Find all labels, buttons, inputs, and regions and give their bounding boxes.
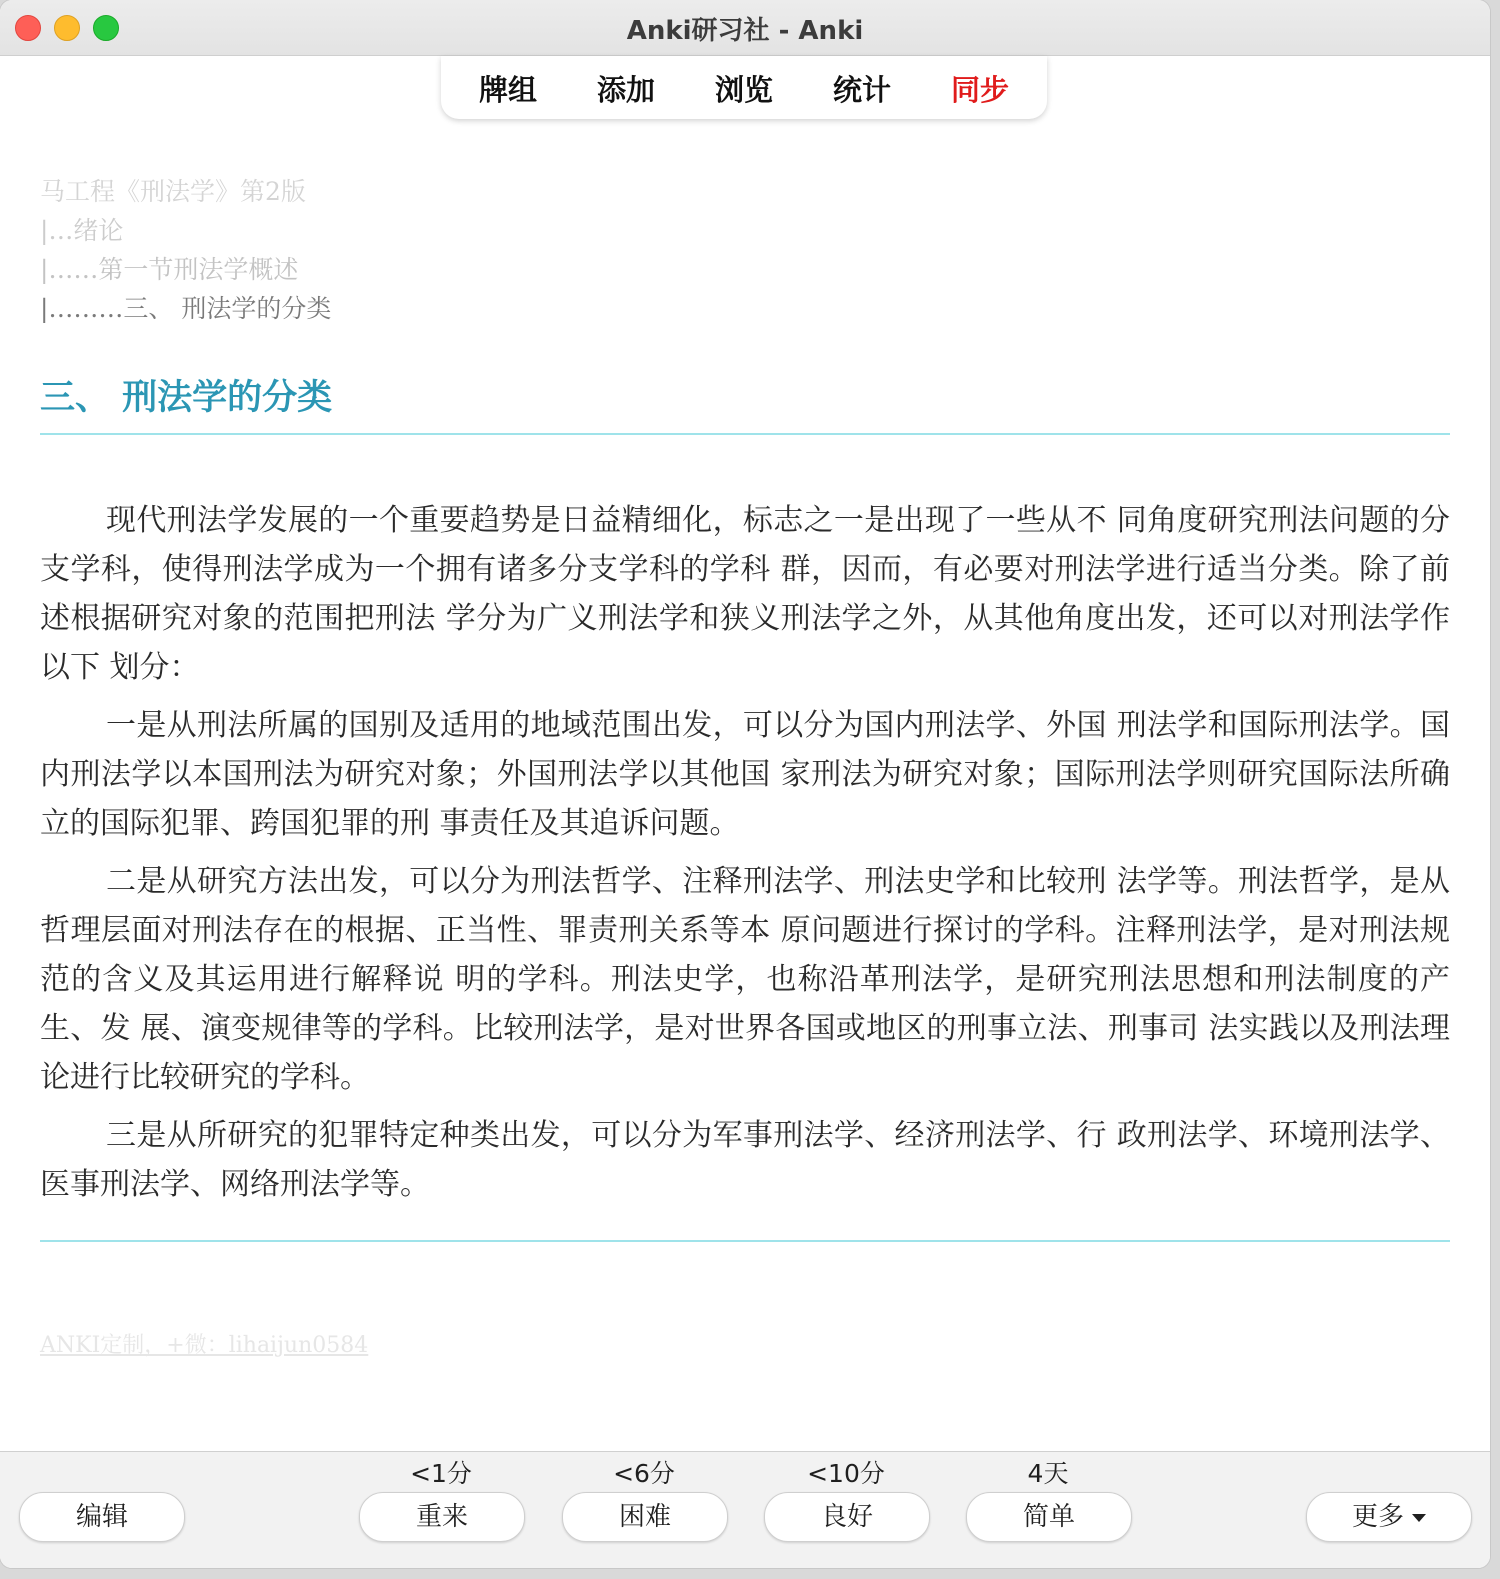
card-body [40, 496, 1450, 1218]
hard-interval: <6分 [613, 1459, 675, 1488]
easy-interval: 4天 [1027, 1459, 1069, 1488]
paragraph: 一是从刑法所属的国别及适用的地域范围出发，可以分为国内刑法学、外国 刑法学和国际刑法学。国内刑法学以本国刑法为研究对象；外国刑法学以其他国 家刑法为研究对象；国际刑法学则研究国际法所确立的国际犯罪、跨国犯罪的刑 事责任及其追诉问题。 [40, 708, 1450, 841]
more-button[interactable] [1306, 1492, 1472, 1542]
answer-bar [0, 1451, 1490, 1568]
nav-decks[interactable]: 牌组 [479, 73, 538, 107]
paragraph: 三是从所研究的犯罪特定种类出发，可以分为军事刑法学、经济刑法学、行 政刑法学、环境刑法学、医事刑法学、网络刑法学等。 [40, 1118, 1450, 1202]
section-heading: 三、 刑法学的分类 [40, 377, 333, 418]
top-toolbar [441, 56, 1047, 119]
breadcrumb-topic: |………三、 刑法学的分类 [40, 294, 332, 323]
again-interval: <1分 [410, 1459, 472, 1488]
nav-add[interactable]: 添加 [597, 73, 656, 107]
nav-browse[interactable]: 浏览 [715, 73, 774, 107]
bottom-divider [40, 1240, 1450, 1242]
nav-stats[interactable]: 统计 [833, 73, 892, 107]
edit-button[interactable]: 编辑 [19, 1492, 185, 1542]
window-title: Anki研习社 - Anki [626, 16, 864, 46]
more-label: 更多 [1351, 1502, 1404, 1532]
again-button[interactable]: 重来 [359, 1492, 525, 1542]
breadcrumb-section: |……第一节刑法学概述 [40, 255, 299, 284]
nav-sync[interactable]: 同步 [951, 73, 1010, 107]
chevron-down-icon [1412, 1514, 1426, 1522]
hard-button[interactable]: 困难 [562, 1492, 728, 1542]
good-button[interactable]: 良好 [764, 1492, 930, 1542]
easy-button[interactable]: 简单 [966, 1492, 1132, 1542]
top-divider [40, 433, 1450, 435]
footer-link[interactable]: ANKI定制，+微：lihaijun0584 [40, 1333, 369, 1358]
breadcrumb-book: 马工程《刑法学》第2版 [40, 177, 306, 206]
paragraph: 二是从研究方法出发，可以分为刑法哲学、注释刑法学、刑法史学和比较刑 法学等。刑法哲学，是从哲理层面对刑法存在的根据、正当性、罪责刑关系等本 原问题进行探讨的学科。注释刑法学，是对刑法规范的含义及其运用进行解释说 明的学科。刑法史学，也称沿革刑法学，是研究刑法思想和刑法制度的产生、发 展、演变规律等的学科。比较刑法学，是对世界各国或地区的刑事立法、刑事司 法实践以及刑法理论进行比较研究的学科。 [40, 864, 1450, 1095]
good-interval: <10分 [807, 1459, 885, 1488]
breadcrumb-chapter: |…绪论 [40, 216, 124, 245]
title-bar [0, 0, 1490, 56]
paragraph: 现代刑法学发展的一个重要趋势是日益精细化，标志之一是出现了一些从不 同角度研究刑法问题的分支学科，使得刑法学成为一个拥有诸多分支学科的学科 群，因而，有必要对刑法学进行适当分类。除了前述根据研究对象的范围把刑法 学分为广义刑法学和狭义刑法学之外，从其他角度出发，还可以对刑法学作以下 划分： [40, 503, 1450, 685]
